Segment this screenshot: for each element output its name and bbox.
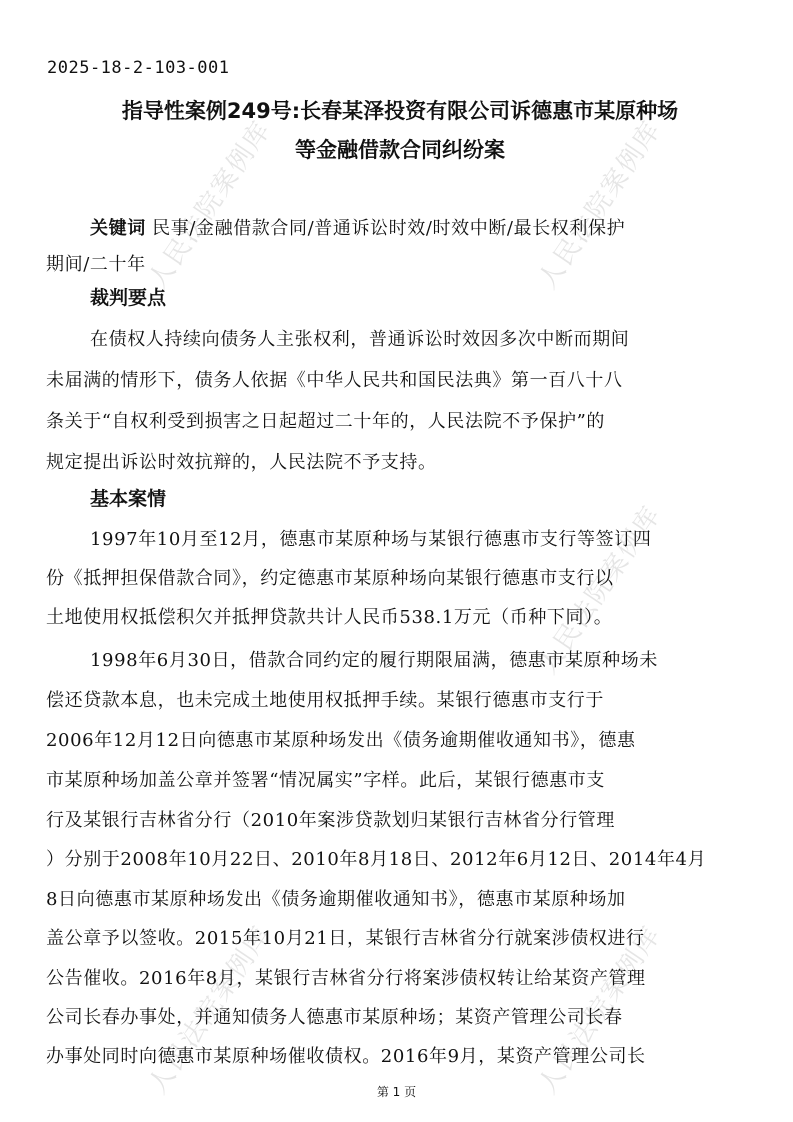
section-heading-basic-facts: 基本案情 — [90, 488, 167, 510]
text-line: ）分别于2008年10月22日、2010年8月18日、2012年6月12日、2014年4月 — [46, 849, 707, 870]
text-line: 条关于“自权利受到损害之日起超过二十年的，人民法院不予保护”的 — [46, 411, 606, 432]
text-line: 在债权人持续向债务人主张权利，普通诉讼时效因多次中断而期间 — [90, 329, 630, 350]
text-line: 份《抵押担保借款合同》，约定德惠市某原种场向某银行德惠市支行以 — [46, 568, 614, 589]
keywords-label: 关键词 — [90, 218, 146, 239]
page-title-line-2: 等金融借款合同纠纷案 — [295, 138, 505, 162]
keywords-line-2: 期间/二十年 — [46, 254, 146, 275]
keywords-text: 民事/金融借款合同/普通诉讼时效/时效中断/最长权利保护 — [145, 218, 626, 239]
watermark: 人民法院案例库 — [142, 115, 278, 295]
page-title: 指导性案例249号:长春某泽投资有限公司诉德惠市某原种场 — [121, 99, 679, 123]
section-heading-ruling-points: 裁判要点 — [90, 287, 167, 309]
text-line: 行及某银行吉林省分行（2010年案涉贷款划归某银行吉林省分行管理 — [46, 810, 616, 831]
footer-suffix: 页 — [404, 1085, 417, 1099]
text-line: 未届满的情形下，债务人依据《中华人民共和国民法典》第一百八十八 — [46, 370, 623, 391]
page-number: 1 — [392, 1085, 401, 1099]
text-line: 公司长春办事处，并通知债务人德惠市某原种场；某资产管理公司长春 — [46, 1007, 623, 1028]
footer-prefix: 第 — [376, 1085, 389, 1099]
text-line: 1998年6月30日，借款合同约定的履行期限届满，德惠市某原种场未 — [90, 650, 658, 671]
text-line: 规定提出诉讼时效抗辩的，人民法院不予支持。 — [46, 452, 437, 473]
text-line: 办事处同时向德惠市某原种场催收债权。2016年9月，某资产管理公司长 — [46, 1046, 646, 1067]
page-footer — [0, 1083, 793, 1100]
text-line: 市某原种场加盖公章并签署“情况属实”字样。此后，某银行德惠市支 — [46, 770, 606, 791]
text-line: 偿还贷款本息，也未完成土地使用权抵押手续。某银行德惠市支行于 — [46, 690, 604, 711]
keywords-line — [90, 217, 746, 241]
text-line: 1997年10月至12月，德惠市某原种场与某银行德惠市支行等签订四 — [90, 529, 652, 550]
text-line: 8日向德惠市某原种场发出《债务逾期催收通知书》，德惠市某原种场加 — [46, 889, 626, 910]
watermark: 人民法院案例库 — [532, 115, 668, 295]
watermark: 人民法院案例库 — [142, 920, 278, 1100]
text-line: 盖公章予以签收。2015年10月21日，某银行吉林省分行就案涉债权进行 — [46, 928, 645, 949]
watermark: 人民法院案例库 — [532, 920, 668, 1100]
text-line: 公告催收。2016年8月，某银行吉林省分行将案涉债权转让给某资产管理 — [46, 968, 646, 989]
text-line: 2006年12月12日向德惠市某原种场发出《债务逾期催收通知书》，德惠 — [46, 730, 636, 751]
watermark: 人民法院案例库 — [532, 500, 668, 680]
case-number: 2025-18-2-103-001 — [47, 58, 230, 78]
text-line: 土地使用权抵偿积欠并抵押贷款共计人民币538.1万元（币种下同）。 — [46, 607, 613, 628]
